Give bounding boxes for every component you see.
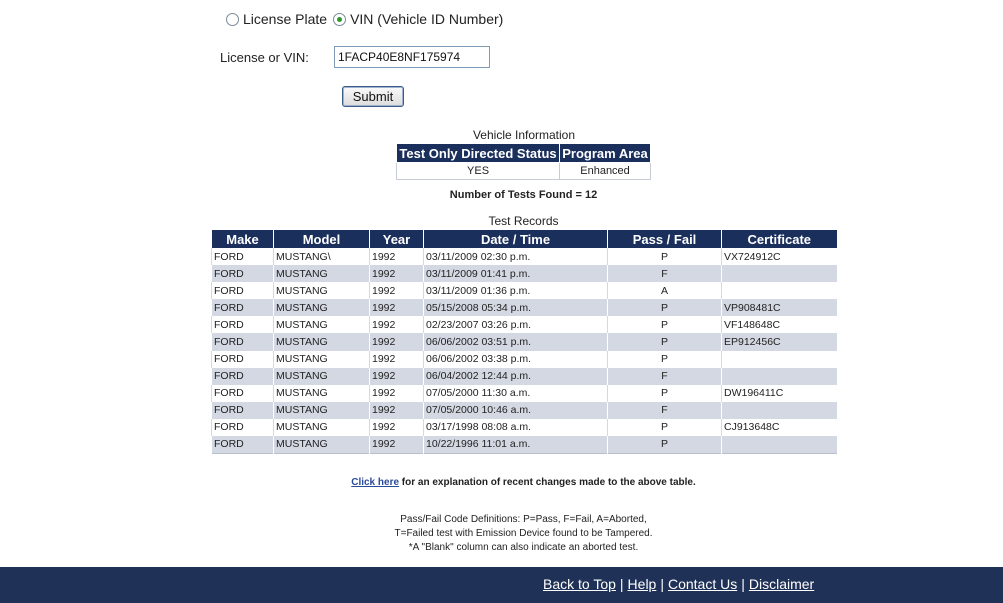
license-or-vin-label: License or VIN: [220,50,309,65]
cell-model: MUSTANG [274,368,370,385]
vin-radio-label[interactable]: VIN (Vehicle ID Number) [350,11,504,27]
cell-model: MUSTANG [274,265,370,282]
table-row [212,333,837,350]
contact-us-link[interactable]: Contact Us [667,576,738,592]
cell-date-time: 03/17/1998 08:08 a.m. [424,419,608,436]
cell-certificate [722,282,837,299]
header-certificate: Certificate [722,230,837,248]
cell-pass-fail: P [608,333,722,350]
cell-certificate: VP908481C [722,299,837,316]
header-pass-fail: Pass / Fail [608,230,722,248]
vi-status-value: YES [397,163,560,180]
vehicle-information-caption: Vehicle Information [472,128,576,142]
cell-make: FORD [212,282,274,299]
cell-date-time: 06/04/2002 12:44 p.m. [424,368,608,385]
footer-links [543,576,814,592]
table-row [212,385,837,402]
cell-pass-fail: P [608,351,722,368]
cell-pass-fail: P [608,385,722,402]
footer-separator: | [660,576,664,592]
license-plate-radio-label[interactable]: License Plate [243,11,328,27]
cell-model: MUSTANG [274,436,370,453]
cell-date-time: 07/05/2000 10:46 a.m. [424,402,608,419]
changes-note [211,477,836,488]
back-to-top-link[interactable]: Back to Top [543,576,616,592]
cell-year: 1992 [370,385,424,402]
search-type-options [226,11,509,27]
cell-year: 1992 [370,265,424,282]
click-here-link[interactable]: Click here [351,477,400,488]
table-row [212,265,837,282]
cell-pass-fail: P [608,316,722,333]
cell-date-time: 03/11/2009 01:41 p.m. [424,265,608,282]
cell-date-time: 03/11/2009 01:36 p.m. [424,282,608,299]
cell-year: 1992 [370,248,424,265]
cell-year: 1992 [370,402,424,419]
definitions-line-1: Pass/Fail Code Definitions: P=Pass, F=Fail, A=Aborted, [400,514,647,525]
cell-model: MUSTANG [274,385,370,402]
test-records-table [211,230,837,454]
footer-separator: | [741,576,745,592]
cell-pass-fail: A [608,282,722,299]
changes-note-text: for an explanation of recent changes made to the above table. [399,477,696,488]
header-year: Year [370,230,424,248]
pass-fail-definitions [211,513,836,555]
table-row [212,419,837,436]
vi-header-status: Test Only Directed Status [397,144,560,163]
cell-date-time: 10/22/1996 11:01 a.m. [424,436,608,453]
disclaimer-link[interactable]: Disclaimer [748,576,815,592]
cell-make: FORD [212,265,274,282]
license-or-vin-input[interactable] [334,46,490,68]
cell-year: 1992 [370,299,424,316]
cell-year: 1992 [370,333,424,350]
cell-date-time: 06/06/2002 03:38 p.m. [424,351,608,368]
cell-date-time: 05/15/2008 05:34 p.m. [424,299,608,316]
cell-certificate [722,436,837,453]
cell-make: FORD [212,419,274,436]
cell-model: MUSTANG [274,402,370,419]
definitions-line-2: T=Failed test with Emission Device found to be Tampered. [394,528,653,539]
cell-make: FORD [212,385,274,402]
table-row [212,368,837,385]
cell-certificate [722,368,837,385]
cell-date-time: 03/11/2009 02:30 p.m. [424,248,608,265]
cell-certificate: EP912456C [722,333,837,350]
definitions-line-3: *A "Blank" column can also indicate an aborted test. [408,542,639,553]
table-row [212,299,837,316]
cell-year: 1992 [370,436,424,453]
table-row [212,436,837,453]
cell-make: FORD [212,299,274,316]
cell-model: MUSTANG [274,299,370,316]
cell-year: 1992 [370,419,424,436]
cell-pass-fail: F [608,265,722,282]
vin-radio[interactable] [333,13,346,26]
vi-program-area-value: Enhanced [560,163,651,180]
test-records-caption: Test Records [488,214,559,228]
cell-make: FORD [212,368,274,385]
cell-certificate: VX724912C [722,248,837,265]
cell-pass-fail: F [608,402,722,419]
cell-certificate: DW196411C [722,385,837,402]
tests-found-count: Number of Tests Found = 12 [449,189,598,201]
cell-make: FORD [212,316,274,333]
cell-year: 1992 [370,282,424,299]
test-records-body [212,248,837,453]
cell-pass-fail: P [608,436,722,453]
cell-date-time: 02/23/2007 03:26 p.m. [424,316,608,333]
cell-model: MUSTANG [274,351,370,368]
table-row [212,351,837,368]
cell-make: FORD [212,333,274,350]
cell-date-time: 06/06/2002 03:51 p.m. [424,333,608,350]
cell-model: MUSTANG [274,282,370,299]
cell-make: FORD [212,436,274,453]
cell-year: 1992 [370,316,424,333]
license-plate-radio[interactable] [226,13,239,26]
cell-date-time: 07/05/2000 11:30 a.m. [424,385,608,402]
table-row [212,402,837,419]
table-row [212,248,837,265]
help-link[interactable]: Help [627,576,657,592]
cell-certificate: VF148648C [722,316,837,333]
cell-model: MUSTANG [274,419,370,436]
submit-button[interactable]: Submit [342,86,404,107]
cell-pass-fail: P [608,248,722,265]
cell-pass-fail: F [608,368,722,385]
cell-pass-fail: P [608,299,722,316]
cell-certificate [722,265,837,282]
vi-header-program-area: Program Area [560,144,651,163]
header-date-time: Date / Time [424,230,608,248]
cell-make: FORD [212,402,274,419]
table-row [212,282,837,299]
cell-model: MUSTANG [274,333,370,350]
vehicle-information-table [396,143,651,180]
cell-make: FORD [212,351,274,368]
table-row [212,316,837,333]
cell-certificate [722,402,837,419]
cell-pass-fail: P [608,419,722,436]
cell-certificate: CJ913648C [722,419,837,436]
cell-certificate [722,351,837,368]
header-model: Model [274,230,370,248]
cell-year: 1992 [370,368,424,385]
cell-year: 1992 [370,351,424,368]
footer-separator: | [619,576,624,592]
header-make: Make [212,230,274,248]
cell-model: MUSTANG\ [274,248,370,265]
footer-bar [0,567,1003,603]
cell-model: MUSTANG [274,316,370,333]
cell-make: FORD [212,248,274,265]
